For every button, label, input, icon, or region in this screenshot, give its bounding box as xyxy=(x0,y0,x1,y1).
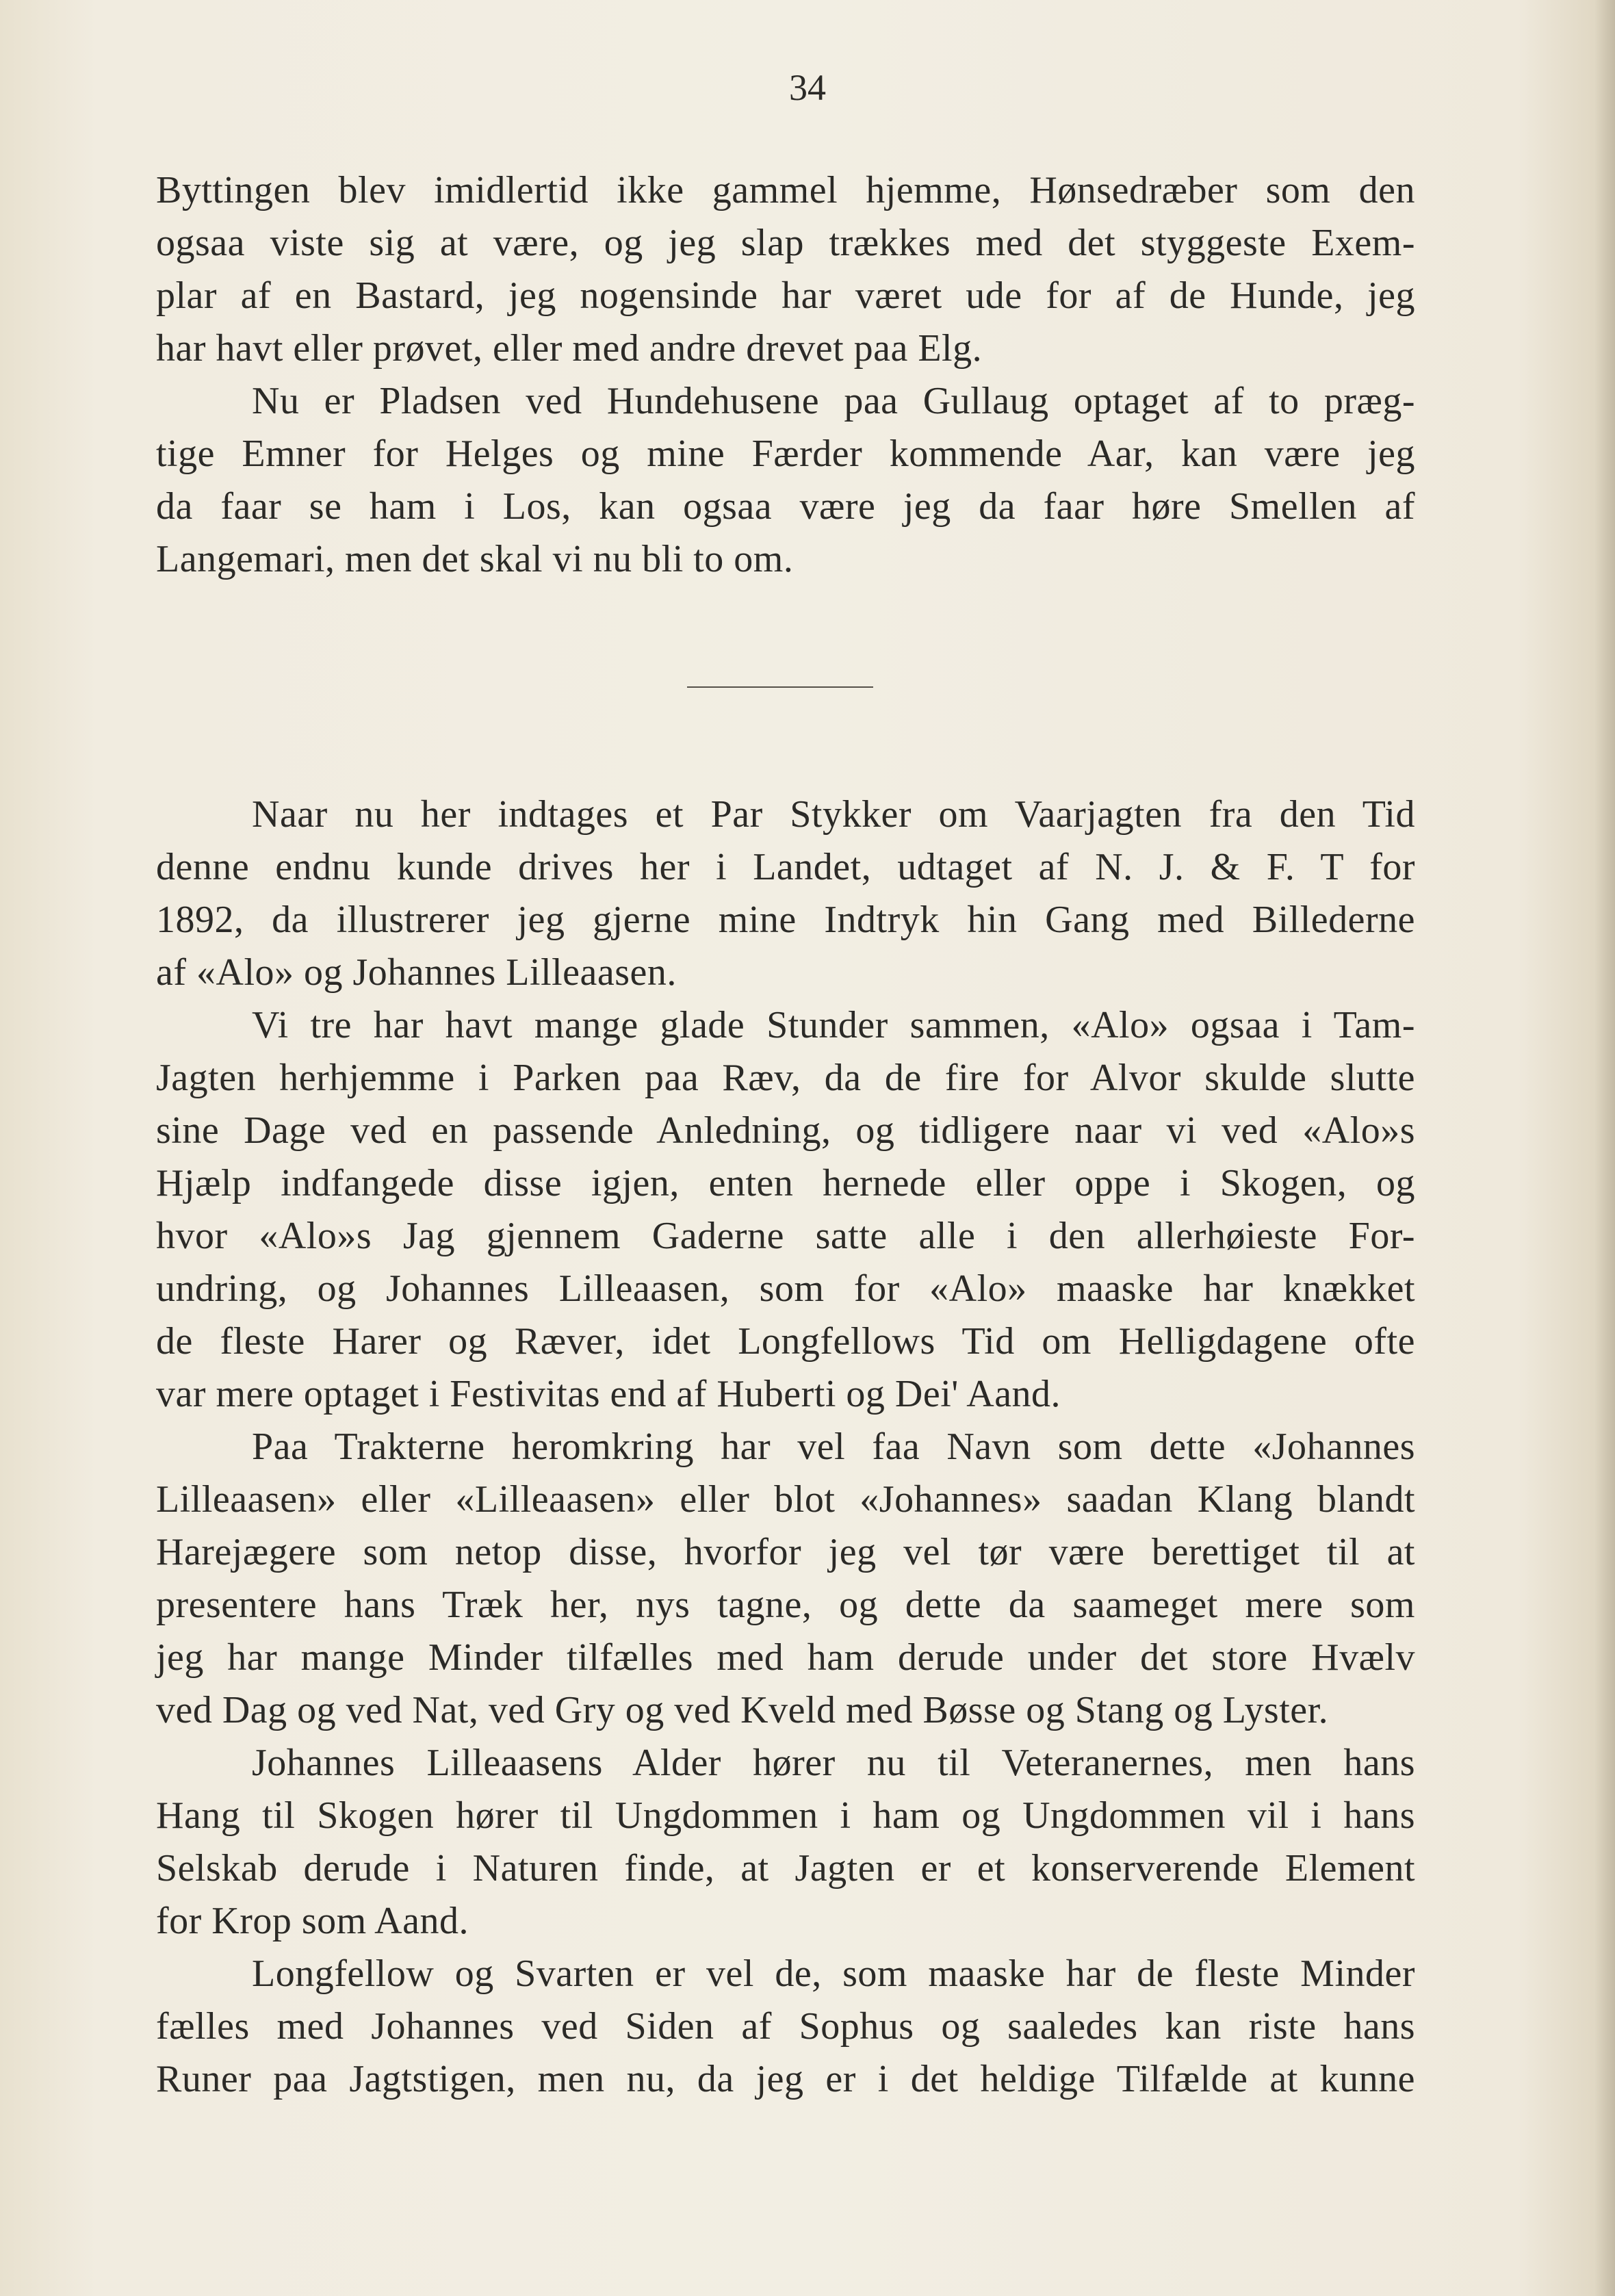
text-line: Hang til Skogen hører til Ungdommen i ham og Ungdommen vil i hans xyxy=(156,1794,1415,1837)
text-line: Selskab derude i Naturen finde, at Jagten er et konserverende Element xyxy=(156,1847,1415,1889)
text-line: Longfellow og Svarten er vel de, som maaske har de fleste Minder xyxy=(252,1952,1415,1995)
text-line: fælles med Johannes ved Siden af Sophus og saaledes kan riste hans xyxy=(156,2005,1415,2048)
text-line: hvor «Alo»s Jag gjennem Gaderne satte alle i den allerhøieste For- xyxy=(156,1215,1415,1257)
text-line: af «Alo» og Johannes Lilleaasen. xyxy=(156,951,677,994)
text-line: da faar se ham i Los, kan ogsaa være jeg da faar høre Smellen af xyxy=(156,485,1415,528)
text-line: 1892, da illustrerer jeg gjerne mine Indtryk hin Gang med Billederne xyxy=(156,899,1415,941)
text-line: Langemari, men det skal vi nu bli to om. xyxy=(156,538,794,580)
text-line: for Krop som Aand. xyxy=(156,1900,469,1942)
text-line: var mere optaget i Festivitas end af Huberti og Dei' Aand. xyxy=(156,1373,1061,1415)
text-line: sine Dage ved en passende Anledning, og tidligere naar vi ved «Alo»s xyxy=(156,1109,1415,1152)
text-line: Paa Trakterne heromkring har vel faa Navn som dette «Johannes xyxy=(252,1426,1415,1468)
text-line: plar af en Bastard, jeg nogensinde har været ude for af de Hunde, jeg xyxy=(156,274,1415,317)
text-line: Harejægere som netop disse, hvorfor jeg vel tør være berettiget til at xyxy=(156,1531,1415,1573)
text-line: undring, og Johannes Lilleaasen, som for «Alo» maaske har knækket xyxy=(156,1267,1415,1310)
text-line: Vi tre har havt mange glade Stunder sammen, «Alo» ogsaa i Tam- xyxy=(252,1004,1415,1046)
section-divider xyxy=(687,686,873,688)
text-line: tige Emner for Helges og mine Færder kommende Aar, kan være jeg xyxy=(156,433,1415,475)
text-line: Lilleaasen» eller «Lilleaasen» eller blot «Johannes» saadan Klang blandt xyxy=(156,1478,1415,1521)
text-line: har havt eller prøvet, eller med andre drevet paa Elg. xyxy=(156,327,983,370)
paragraph-block-1 xyxy=(156,164,1415,586)
text-line: Nu er Pladsen ved Hundehusene paa Gullaug optaget af to præg- xyxy=(252,380,1415,422)
text-line: Johannes Lilleaasens Alder hører nu til Veteranernes, men hans xyxy=(252,1742,1415,1784)
page-number: 34 xyxy=(789,67,826,108)
text-line: ogsaa viste sig at være, og jeg slap trækkes med det styggeste Exem- xyxy=(156,222,1415,264)
paragraph-block-2 xyxy=(156,788,1415,2106)
text-line: jeg har mange Minder tilfælles med ham derude under det store Hvælv xyxy=(156,1636,1415,1679)
text-line: presentere hans Træk her, nys tagne, og dette da saameget mere som xyxy=(156,1584,1415,1626)
text-line: Naar nu her indtages et Par Stykker om Vaarjagten fra den Tid xyxy=(252,793,1415,836)
text-line: ved Dag og ved Nat, ved Gry og ved Kveld med Bøsse og Stang og Lyster. xyxy=(156,1689,1329,1731)
text-line: denne endnu kunde drives her i Landet, udtaget af N. J. & F. T for xyxy=(156,846,1415,888)
text-line: Hjælp indfangede disse igjen, enten hernede eller oppe i Skogen, og xyxy=(156,1162,1415,1204)
text-line: Jagten herhjemme i Parken paa Ræv, da de fire for Alvor skulde slutte xyxy=(156,1057,1415,1099)
page-edge-shadow xyxy=(1594,0,1615,2296)
text-line: de fleste Harer og Ræver, idet Longfellows Tid om Helligdagene ofte xyxy=(156,1320,1415,1363)
text-line: Byttingen blev imidlertid ikke gammel hjemme, Hønsedræber som den xyxy=(156,169,1415,211)
text-line: Runer paa Jagtstigen, men nu, da jeg er i det heldige Tilfælde at kunne xyxy=(156,2058,1415,2100)
